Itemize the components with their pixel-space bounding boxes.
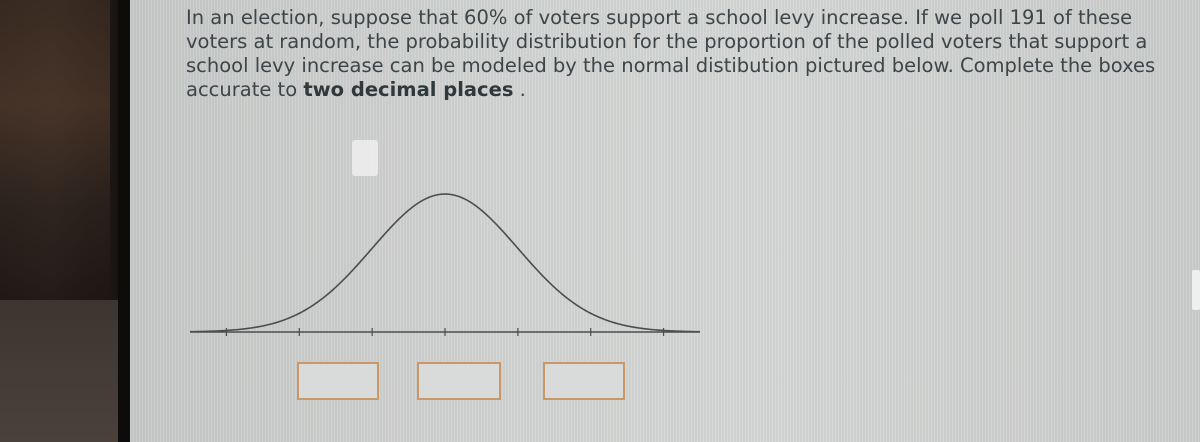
background-wall — [0, 0, 110, 300]
answer-box-center[interactable] — [417, 362, 501, 400]
question-emphasis: two decimal places — [303, 78, 514, 101]
normal-curve — [190, 194, 700, 332]
answer-box-left[interactable] — [297, 362, 379, 400]
background-surroundings — [0, 0, 128, 442]
question-suffix: . — [519, 78, 526, 101]
screen-edge-reflection — [1192, 270, 1200, 310]
normal-distribution-chart — [130, 0, 1200, 442]
background-desk — [0, 300, 118, 442]
question-body: In an election, suppose that 60% of voters support a school levy increase. If we poll 191 of these voters at random, the probability distribution for the proportion of the polled voters that support a school levy increase can be modeled by the normal distibution pictured below. Complete the boxes accurate to — [186, 6, 1156, 101]
answer-box-right[interactable] — [543, 362, 625, 400]
monitor-bezel — [118, 0, 130, 442]
screen — [130, 0, 1200, 442]
